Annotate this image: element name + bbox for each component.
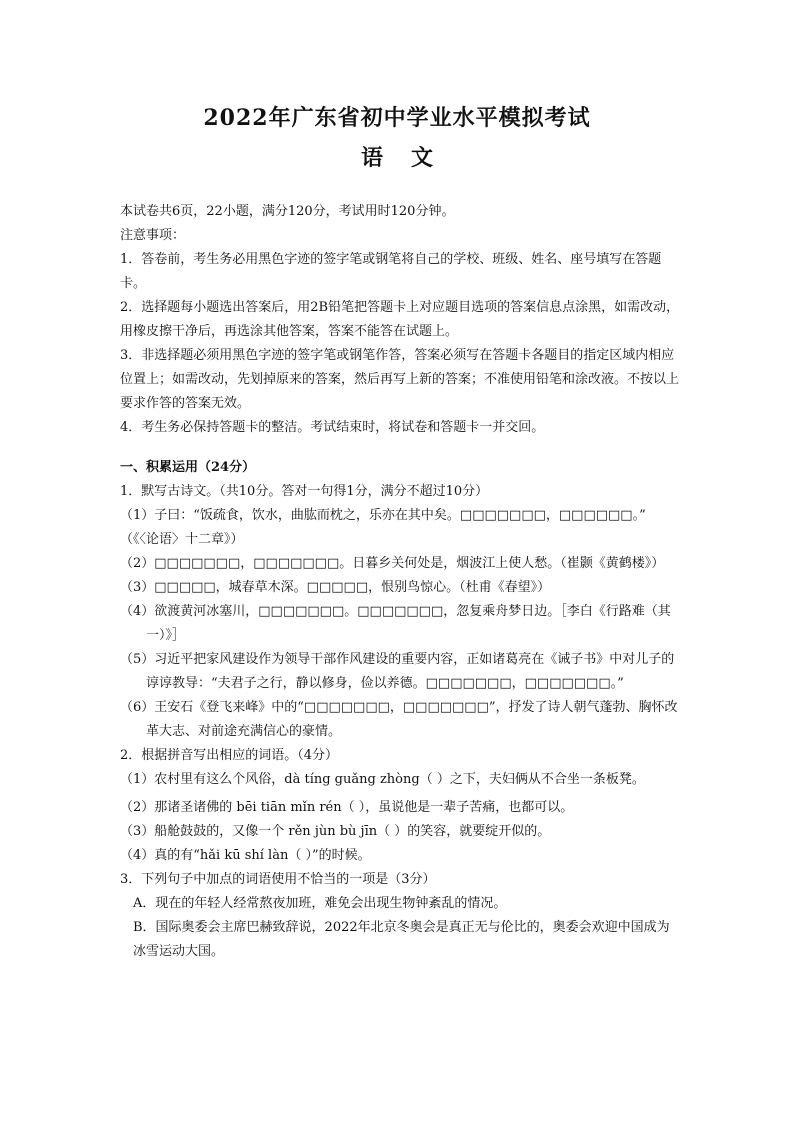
question-item: （《〈论语〉十二章》） — [120, 532, 244, 547]
notice-heading: 注意事项： — [120, 228, 186, 243]
notice-item: 3．非选择题必须用黑色字迹的签字笔或钢笔作答，答案必须写在答题卡各题目的指定区域内相应位置上；如需改动，先划掉原来的答案，然后再写上新的答案；不准使用铅笔和涂改液。不按以上要求作答的答案无效。 — [120, 348, 680, 411]
question-item: （4）欲渡黄河冰塞川，□□□□□□□。□□□□□□□，忽复乘舟梦日边。［李白《行路难（其一）》］ — [120, 604, 671, 643]
question-item: （2）□□□□□□□，□□□□□□□。日暮乡关何处是，烟波江上使人愁。（崔颢《黄鹤楼》） — [120, 556, 665, 571]
exam-title: 2022年广东省初中学业水平模拟考试 — [203, 105, 591, 131]
question-item: （3）□□□□□，城春草木深。□□□□□，恨别鸟惊心。（杜甫《春望》） — [120, 580, 551, 595]
choice-option: B．国际奥委会主席巴赫致辞说，2022年北京冬奥会是真正无与伦比的，奥委会欢迎中国成为冰雪运动大国。 — [133, 920, 670, 959]
question-item: （4）真的有“hǎi kū shí làn（ ）”的时候。 — [120, 848, 371, 863]
subject-title: 语文 — [360, 145, 461, 171]
choice-option: A．现在的年轻人经常熬夜加班，难免会出现生物钟紊乱的情况。 — [133, 896, 507, 911]
notice-item: 1．答卷前，考生务必用黑色字迹的签字笔或钢笔将自己的学校、班级、姓名、座号填写在答题卡。 — [120, 252, 662, 291]
question-item: （3）船舱鼓鼓的，又像一个 rěn jùn bù jīn（ ）的笑容，就要绽开似的。 — [120, 824, 551, 839]
section-heading: 一、积累运用（24分） — [120, 460, 256, 475]
notice-item: 4．考生务必保持答题卡的整洁。考试结束时，将试卷和答题卡一并交回。 — [120, 420, 545, 435]
question-item: （1）子曰：“饭疏食，饮水，曲肱而枕之，乐亦在其中矣。□□□□□□□，□□□□□□。” — [120, 508, 646, 523]
exam-intro: 本试卷共6页，22小题，满分120分，考试用时120分钟。 — [120, 204, 455, 219]
exam-content — [120, 200, 682, 964]
question-item: （5）习近平把家风建设作为领导干部作风建设的重要内容，正如诸葛亮在《诫子书》中对儿子的谆谆教导：“夫君子之行，静以修身，俭以养德。□□□□□□□，□□□□□□□。” — [120, 652, 675, 691]
notice-item: 2．选择题每小题选出答案后，用2B铅笔把答题卡上对应题目选项的答案信息点涂黑，如需改动，用橡皮擦干净后，再选涂其他答案，答案不能答在试题上。 — [120, 300, 680, 339]
question-stem: 1．默写古诗文。（共10分。答对一句得1分，满分不超过10分） — [120, 484, 489, 499]
question-item: （1）农村里有这么个风俗，dà tíng guǎng zhòng（ ）之下，夫妇俩从不合坐一条板凳。 — [120, 772, 645, 787]
question-stem: 3．下列句子中加点的词语使用不恰当的一项是（3分） — [120, 872, 436, 887]
question-item: （6）王安石《登飞来峰》中的“□□□□□□□，□□□□□□□”，抒发了诗人朝气蓬勃、胸怀改革大志、对前途充满信心的豪情。 — [120, 700, 678, 739]
question-item: （2）那诸圣诸佛的 bēi tiān mǐn rén（ ），虽说他是一辈子苦痛，也都可以。 — [120, 800, 574, 815]
question-stem: 2．根据拼音写出相应的词语。（4分） — [120, 748, 339, 763]
